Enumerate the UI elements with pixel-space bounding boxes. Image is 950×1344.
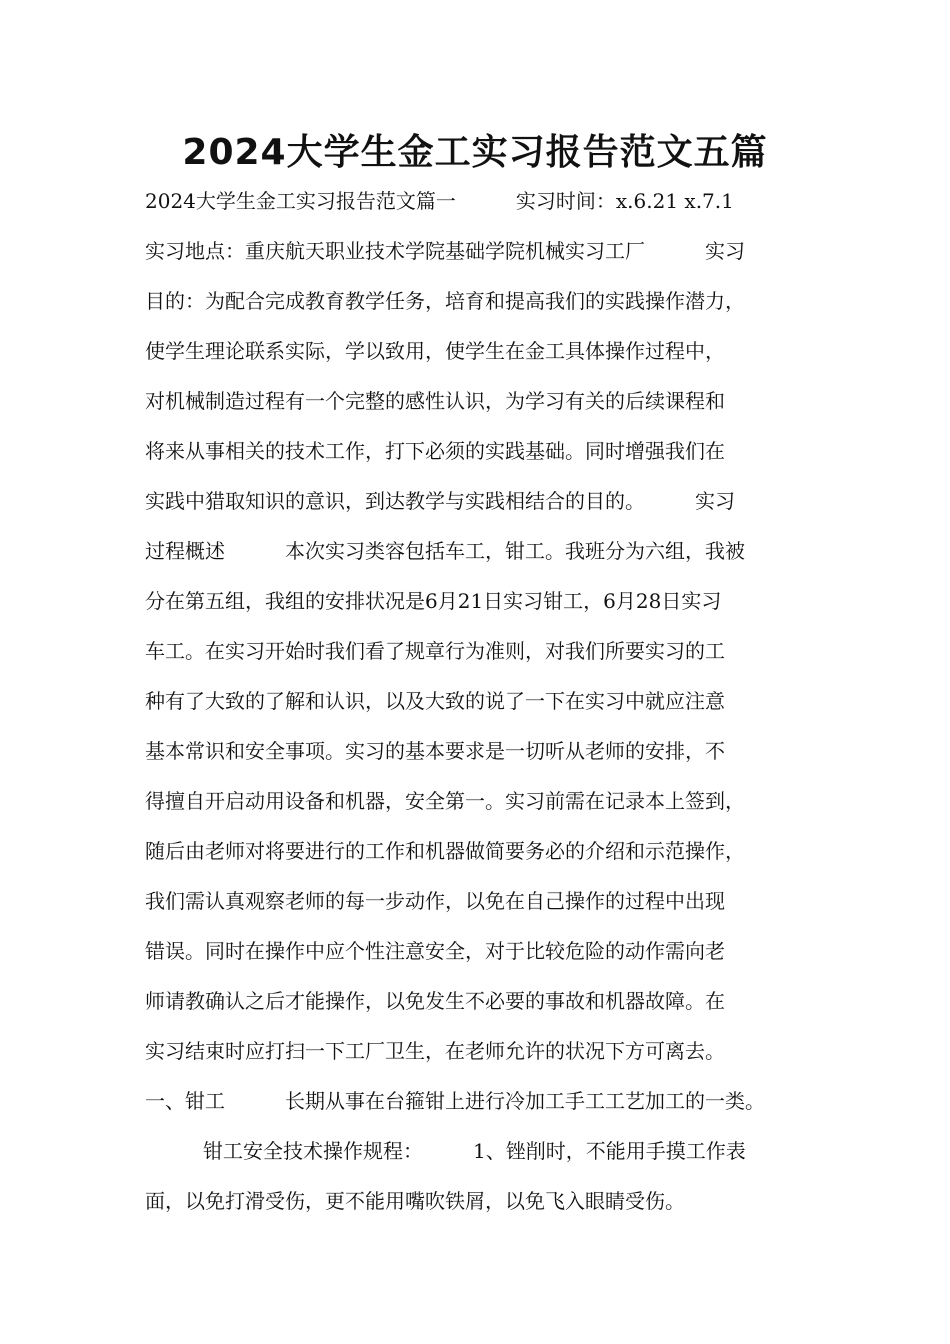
body-line: 实习结束时应打扫一下工厂卫生，在老师允许的状况下方可离去。	[145, 1039, 725, 1063]
body-line: 2024大学生金工实习报告范文篇一 实习时间：x.6.21 x.7.1	[145, 189, 734, 213]
body-line: 基本常识和安全事项。实习的基本要求是一切听从老师的安排，不	[145, 739, 725, 763]
document-title: 2024大学生金工实习报告范文五篇	[182, 132, 768, 173]
body-line: 一、钳工 长期从事在台箍钳上进行冷加工手工工艺加工的一类。	[145, 1089, 765, 1113]
body-line: 车工。在实习开始时我们看了规章行为准则，对我们所要实习的工	[145, 639, 725, 663]
body-line: 得擅自开启动用设备和机器，安全第一。实习前需在记录本上签到，	[145, 789, 745, 813]
body-line: 种有了大致的了解和认识，以及大致的说了一下在实习中就应注意	[145, 689, 725, 713]
body-line: 过程概述 本次实习类容包括车工，钳工。我班分为六组，我被	[145, 539, 745, 563]
body-line: 随后由老师对将要进行的工作和机器做简要务必的介绍和示范操作，	[145, 839, 745, 863]
body-line: 对机械制造过程有一个完整的感性认识，为学习有关的后续课程和	[145, 389, 725, 413]
body-line: 目的：为配合完成教育教学任务，培育和提高我们的实践操作潜力，	[145, 289, 745, 313]
body-line: 钳工安全技术操作规程： 1、锉削时，不能用手摸工作表	[203, 1139, 746, 1163]
body-line: 实习地点：重庆航天职业技术学院基础学院机械实习工厂 实习	[145, 239, 745, 263]
body-line: 我们需认真观察老师的每一步动作，以免在自己操作的过程中出现	[145, 889, 725, 913]
body-line: 面，以免打滑受伤，更不能用嘴吹铁屑，以免飞入眼睛受伤。	[145, 1189, 685, 1213]
body-line: 分在第五组，我组的安排状况是6月21日实习钳工，6月28日实习	[145, 589, 722, 613]
body-line: 将来从事相关的技术工作，打下必须的实践基础。同时增强我们在	[145, 439, 725, 463]
body-line: 实践中猎取知识的意识，到达教学与实践相结合的目的。 实习	[145, 489, 735, 513]
body-line: 师请教确认之后才能操作，以免发生不必要的事故和机器故障。在	[145, 989, 725, 1013]
body-line: 错误。同时在操作中应个性注意安全，对于比较危险的动作需向老	[145, 939, 725, 963]
body-line: 使学生理论联系实际，学以致用，使学生在金工具体操作过程中，	[145, 339, 725, 363]
document-body	[145, 176, 820, 1226]
